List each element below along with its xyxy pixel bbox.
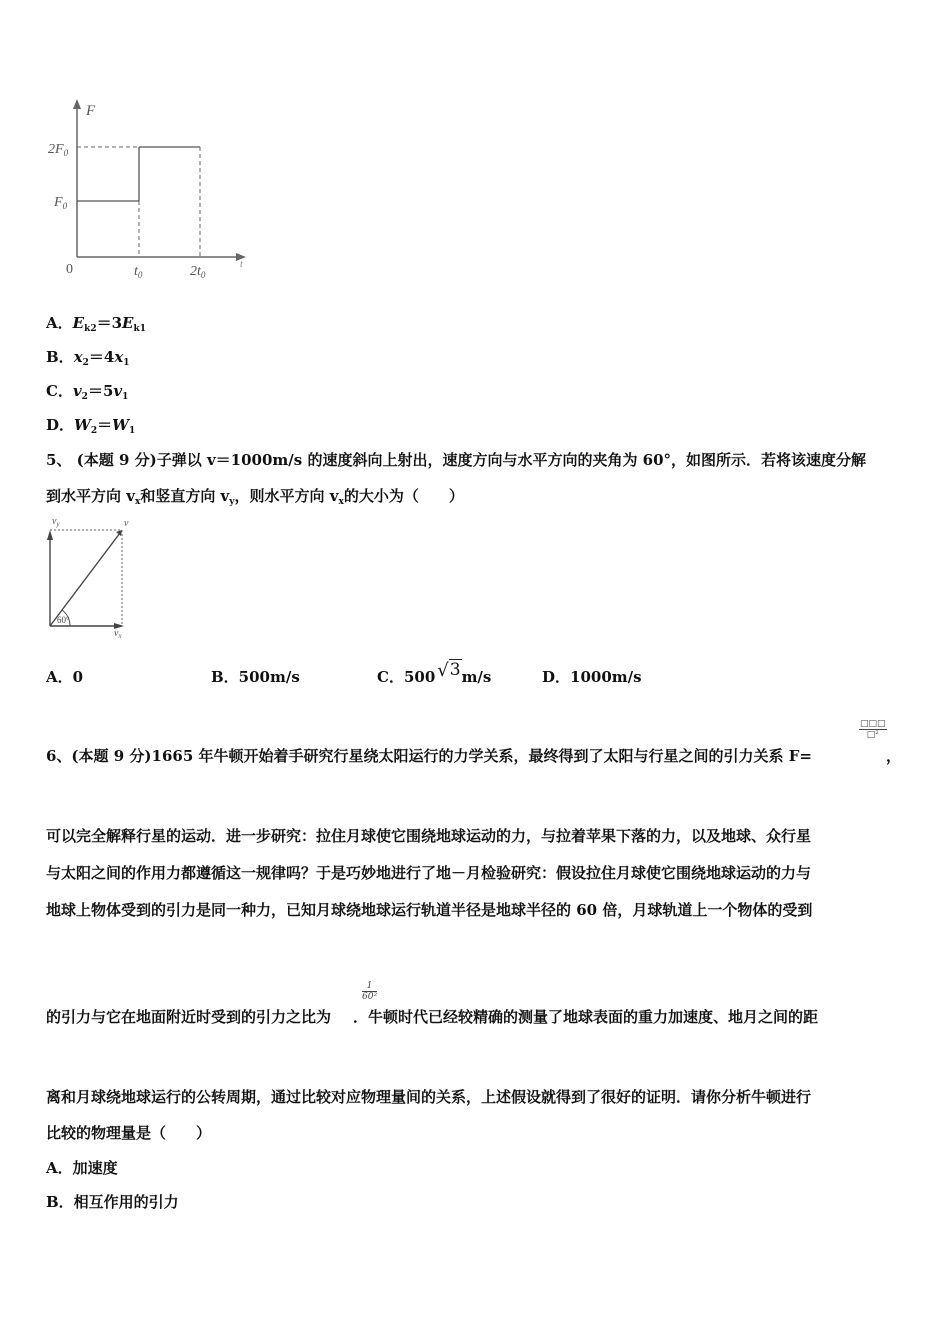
graph-y-axis-label: F <box>86 103 96 119</box>
graph-origin-label: 0 <box>66 262 73 277</box>
graph-y-tick-f0: $F_0$ <box>54 195 68 211</box>
q6-stem-line-3: 与太阳之间的作用力都遵循这一规律吗？于是巧妙地进行了地－月检验研究：假设拉住月球使它围绕地球运动的力与 <box>46 864 812 882</box>
q6-stem-line-5: 的引力与它在地面附近时受到的引力之比为 ．牛顿时代已经较精确的测量了地球表面的重力加速度、地月之间的距 <box>46 1008 819 1026</box>
q4-option-a[interactable]: A．$E_{k2}=3E_{k1}$ <box>46 314 146 334</box>
q6-stem-line-1: 6、(本题 9 分)1665 年牛顿开始着手研究行星绕太阳运行的力学关系，最终得到了太阳与行星之间的引力关系 F= <box>46 747 812 765</box>
vx-label: $v_x$ <box>114 628 122 640</box>
angle-label: 60° <box>57 615 70 625</box>
q5-option-b[interactable]: B．500m/s <box>211 668 300 686</box>
q6-stem-line-7: 比较的物理量是（ ） <box>46 1124 212 1142</box>
q5-option-c[interactable]: C．500 √3m/s <box>377 660 492 686</box>
force-time-graph <box>40 95 260 285</box>
graph-y-tick-2f0: $2F_0$ <box>48 142 69 158</box>
q6-stem-line-2: 可以完全解释行星的运动．进一步研究：拉住月球使它围绕地球运动的力，与拉着苹果下落的力，以及地球、众行星 <box>46 827 812 845</box>
graph-x-tick-2t0: $2t_0$ <box>190 264 206 280</box>
q4-option-c[interactable]: C．$v_2=5v_1$ <box>46 382 129 402</box>
q5-option-a[interactable]: A．0 <box>46 668 84 686</box>
q4-option-d[interactable]: D．$W_2=W_1$ <box>46 416 136 436</box>
q5-stem-line-2: 到水平方向 $v_x$和竖直方向 $v_y$，则水平方向 $v_x$的大小为（ ） <box>46 487 464 507</box>
gravity-formula-fraction: □□□ □² <box>860 719 886 740</box>
q6-stem-line-4: 地球上物体受到的引力是同一种力，已知月球绕地球运行轨道半径是地球半径的 60 倍，月球轨道上一个物体的受到 <box>46 901 813 919</box>
q6-stem-line-6: 离和月球绕地球运行的公转周期，通过比较对应物理量间的关系，上述假设就得到了很好的证明．请你分析牛顿进行 <box>46 1088 812 1106</box>
sqrt-symbol: √ <box>437 660 449 681</box>
q5-option-d[interactable]: D．1000m/s <box>542 668 642 686</box>
q5-stem-line-1: 5、 (本题 9 分)子弹以 v＝1000m/s 的速度斜向上射出，速度方向与水平方向的夹角为 60°，如图所示．若将该速度分解 <box>46 451 867 469</box>
graph-x-axis-label: t <box>240 259 243 270</box>
q6-line-1-comma: ， <box>886 747 902 765</box>
force-ratio-fraction: $\frac{1}{\text{60²}}$ <box>362 981 378 1002</box>
vy-label: $v_y$ <box>52 516 60 528</box>
graph-x-tick-t0: $t_0$ <box>134 264 143 280</box>
q4-option-b[interactable]: B．$x_2=4x_1$ <box>46 348 130 368</box>
velocity-decomposition-diagram <box>40 512 140 642</box>
v-label: v <box>124 518 129 529</box>
q6-option-a[interactable]: A．加速度 <box>46 1159 118 1177</box>
q6-option-b[interactable]: B．相互作用的引力 <box>46 1193 179 1211</box>
